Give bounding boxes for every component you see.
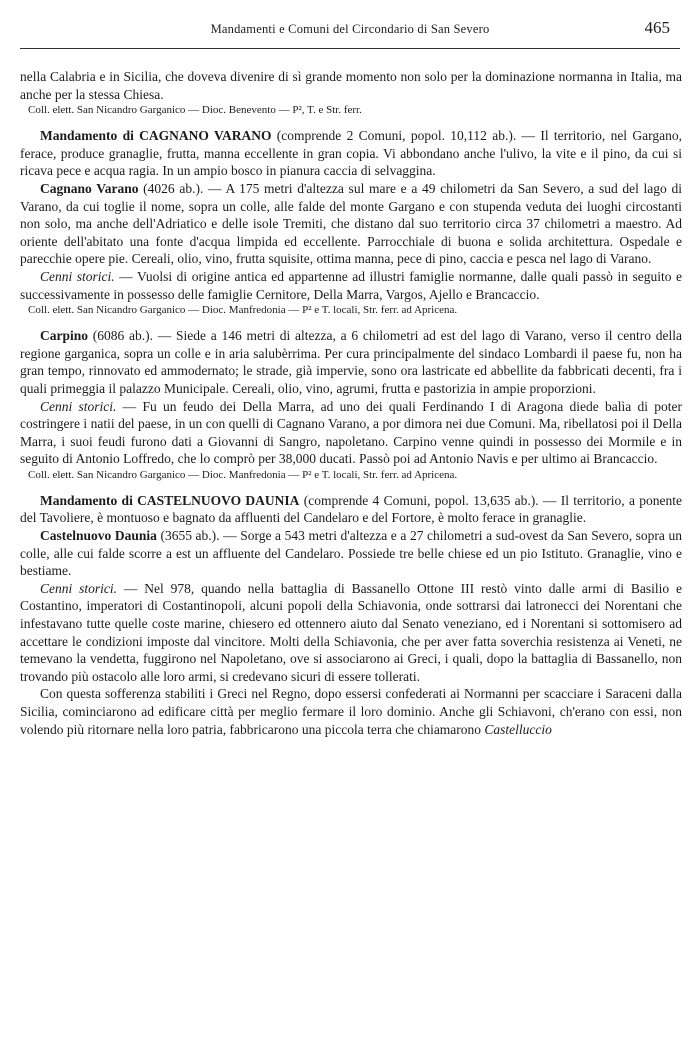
cagnano-paragraph xyxy=(20,180,682,268)
cagnano-cenni-paragraph xyxy=(20,268,682,303)
castelnuovo-mandamento-text: (comprende 4 Comuni, popol. 13,635 ab.). — Il territorio, a ponente del Tavoliere, è montuoso e bagnato da affluenti del Candelaro e del Fortore, è molto ferace in granaglie. xyxy=(20,492,682,526)
running-title: Mandamenti e Comuni del Circondario di San Severo xyxy=(210,22,490,36)
intro-paragraph: nella Calabria e in Sicilia, che doveva divenire di sì grande momento non solo per la dominazione normanna in Italia, ma anche per la stessa Chiesa. xyxy=(20,69,682,102)
carpino-text: (6086 ab.). — Siede a 146 metri di altezza, a 6 chilometri ad est del lago di Varano, verso il centro della regione garganica, sopra un colle e in aria salubèrrima. Per cura principalmente del sindaco Lombardi il paese fu, non ha gran tempo, rinnovato ed ammodernato; le strade, già impervie, sono ora lastricate ed abbellite da fabbricati decenti, fra i quali primeggia il palazzo Municipale. Cereali, olio, vino, agrumi, frutta e pastorizia in ampie proporzioni. xyxy=(20,328,682,396)
carpino-collegio-note: Coll. elett. San Nicandro Garganico — Dioc. Manfredonia — P² e T. locali, Str. ferr. ad Apricena. xyxy=(28,468,458,481)
castelnuovo-cenni-paragraph xyxy=(20,580,682,686)
castelnuovo-text: (3655 ab.). — Sorge a 543 metri d'altezza e a 27 chilometri a sud-ovest da San Severo, sopra un colle, alle cui falde scorre a est un affluente del Candelaro. Possiede tre belle chiese ed un pio Istituto. Granaglie, vino e bestiame. xyxy=(20,528,682,579)
cagnano-collegio-note: Coll. elett. San Nicandro Garganico — Dioc. Manfredonia — P² e T. locali, Str. ferr. ad Apricena. xyxy=(28,304,458,317)
cagnano-mandamento-paragraph xyxy=(20,127,682,180)
cagnano-mandamento-heading: Mandamento di CAGNANO VARANO xyxy=(40,128,272,144)
castelluccio-italic: Castelluccio xyxy=(484,721,552,737)
page-number: 465 xyxy=(644,18,670,37)
carpino-cenni-paragraph xyxy=(20,398,682,468)
cagnano-cenni-text: — Vuolsi di origine antica ed appartenne ad illustri famiglie normanne, dalle quali passò in seguito e successivamente in possesso delle famiglie Cernitore, Della Marra, Vargos, Ajello e Brancaccio. xyxy=(20,268,682,302)
carpino-cenni-text: — Fu un feudo dei Della Marra, ad uno dei quali Ferdinando I di Aragona diede balìa di poter costringere i natii del paese, in un con quelli di Cagnano Varano, a por dimora nei due Comuni. Ma, ribellatosi poi il Della Marra, i suoi feudi furono dati a Giovanni di Sangro, napoletano. Carpino venne quindi in possesso dei Mormile e in seguito di Antonio Loffredo, che lo comprò per 38,000 ducati. Passò poi ad Antonio Navis e per ultimo ai Brancaccio. xyxy=(20,398,683,467)
cagnano-cenni-label: Cenni storici. xyxy=(40,268,115,284)
header-rule xyxy=(20,48,680,49)
page-header xyxy=(20,18,680,44)
castelnuovo-last-text: Con questa sofferenza stabiliti i Greci nel Regno, dopo essersi confederati ai Normanni per scacciare i Saraceni dalla Sicilia, cominciarono ad edificare città per meglio fermare il loro dominio. Anche gli Schiavoni, ch'erano con essi, non volendo più ritornare nella loro patria, fabbricarono una piccola terra che chiamarono xyxy=(20,686,682,737)
page-body xyxy=(20,68,682,738)
cagnano-text: (4026 ab.). — A 175 metri d'altezza sul mare e a 49 chilometri da San Severo, a sud del lago di Varano, da cui toglie il nome, sopra un colle, alle falde del monte Gargano e con stupenda veduta dei luoghi circostanti non solo, ma anche dell'Adriatico e delle isole Tremiti, che distano dal suo territorio circa 37 chilometri a maestro. Ad oriente dell'abitato una fonte d'acqua limpida ed eccellente. Parrocchiale di buona e solida architettura. Ospedale e parecchie opere pie. Cereali, olio, vino, frutta squisite, ottima manna, pece di pino, caccia e pesca nel lago di Varano. xyxy=(20,180,682,267)
castelnuovo-heading: Castelnuovo Daunia xyxy=(40,528,157,544)
carpino-cenni-label: Cenni storici. xyxy=(40,398,117,414)
cagnano-heading: Cagnano Varano xyxy=(40,180,139,196)
castelnuovo-mandamento-paragraph xyxy=(20,492,682,527)
intro-collegio-note: Coll. elett. San Nicandro Garganico — Dioc. Benevento — P², T. e Str. ferr. xyxy=(28,104,362,117)
castelnuovo-mandamento-heading: Mandamento di CASTELNUOVO DAUNIA xyxy=(40,492,300,508)
castelnuovo-cenni-text: — Nel 978, quando nella battaglia di Bassanello Ottone III restò vinto dalle armi di Basilio e Costantino, imperatori di Costantinopoli, alcuni popoli della Schiavonia, onde sottrarsi dai latronecci dei Norentani che infestavano tutte quelle coste marine, chiesero ed ottennero aiuto dal Senato veneziano, ed i Norentani si sottomisero ad accettare le condizioni imposte dal vincitore. Molti della Schiavonia, che per aver fatta soverchia resistenza ai Veneti, ne temevano la vendetta, fuggirono nel Napoletano, ove si associarono ai Greci, i quali, dopo la battaglia di Bassanello, non trovando più ostacolo alle loro armi, si credevano sicuri di essere tollerati. xyxy=(20,580,682,684)
cagnano-mandamento-text: (comprende 2 Comuni, popol. 10,112 ab.). — Il territorio, nel Gargano, ferace, produce granaglie, frutta, manna eccellente in gran copia. Vi abbondano anche l'ulivo, la vite e il pino, da cui si ricava pece e acqua ragia. In un ampio bosco in pianura caccia di selvaggina. xyxy=(20,128,682,179)
castelnuovo-paragraph xyxy=(20,527,682,580)
carpino-paragraph xyxy=(20,327,682,397)
carpino-heading: Carpino xyxy=(40,328,89,344)
castelnuovo-cenni-label: Cenni storici. xyxy=(40,580,118,596)
castelnuovo-last-paragraph xyxy=(20,685,682,738)
